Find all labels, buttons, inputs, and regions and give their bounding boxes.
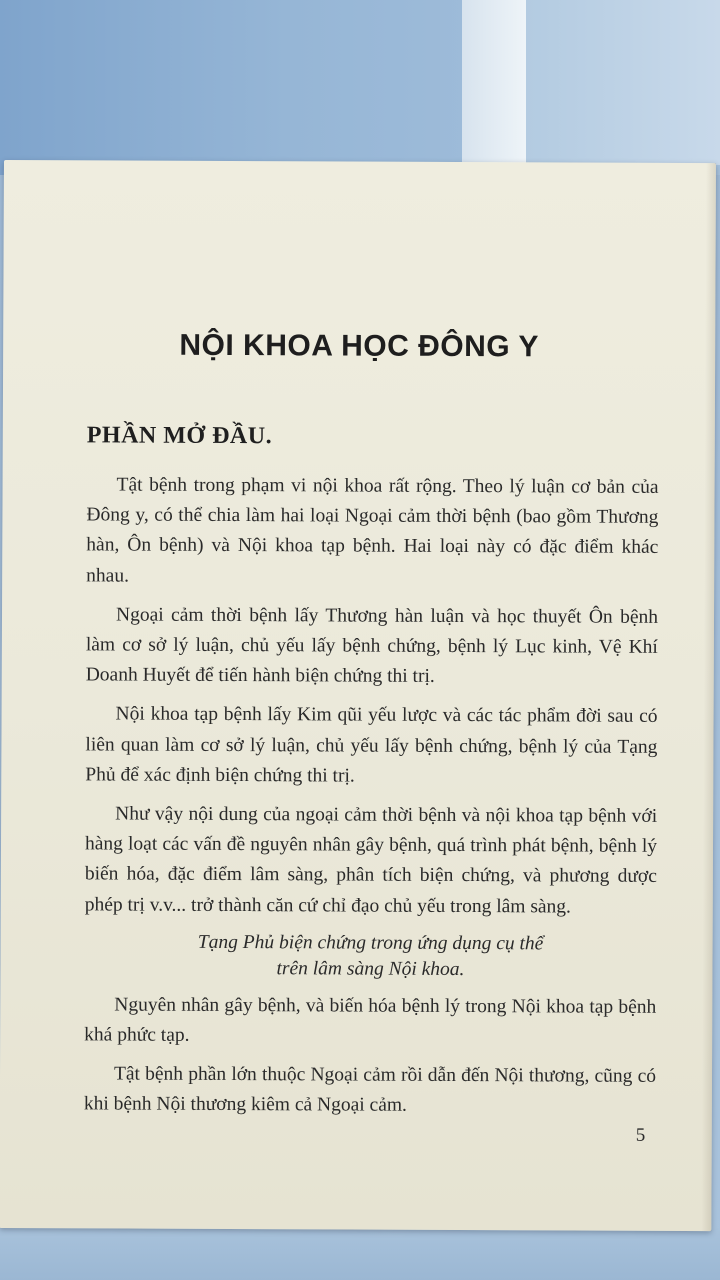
paragraph: Nguyên nhân gây bệnh, và biến hóa bệnh lý trong Nội khoa tạp bệnh khá phức tạp. xyxy=(84,994,657,1046)
book-page xyxy=(0,160,716,1231)
page-edge-shadow xyxy=(701,163,716,1231)
paragraph: Tật bệnh trong phạm vi nội khoa rất rộng. Theo lý luận cơ bản của Đông y, có thể chia làm hai loại Ngoại cảm thời bệnh (bao gồm Thương hàn, Ôn bệnh) và Nội khoa tạp bệnh. Hai loại này có đặc điểm khác nhau. xyxy=(86,474,659,587)
body-text xyxy=(84,470,659,1131)
book-title: NỘI KHOA HỌC ĐÔNG Y xyxy=(179,328,540,364)
italic-subheading-line-2: trên lâm sàng Nội khoa. xyxy=(276,958,465,980)
paragraph: Nội khoa tạp bệnh lấy Kim qũi yếu lược và các tác phẩm đời sau có liên quan làm cơ sở lý luận, chủ yếu lấy bệnh chứng, bệnh lý của Tạng Phủ để xác định biện chứng thi trị. xyxy=(85,703,658,787)
background-window xyxy=(526,0,720,165)
page-number: 5 xyxy=(635,1124,646,1146)
paragraph: Như vậy nội dung của ngoại cảm thời bệnh và nội khoa tạp bệnh với hàng loạt các vấn đề nguyên nhân gây bệnh, quá trình phát bệnh, bệnh lý biến hóa, đặc điểm lâm sàng, phân tích biện chứng, và phương dược phép trị v.v... trở thành căn cứ chỉ đạo chủ yếu trong lâm sàng. xyxy=(84,803,658,918)
paragraph: Ngoại cảm thời bệnh lấy Thương hàn luận và học thuyết Ôn bệnh làm cơ sở lý luận, chủ yếu lấy bệnh chứng, bệnh lý Lục kinh, Vệ Khí Doanh Huyết để tiến hành biện chứng thi trị. xyxy=(85,604,659,688)
italic-subheading-line-1: Tạng Phủ biện chứng trong ứng dụng cụ thể xyxy=(197,931,544,955)
italic-subheading xyxy=(84,929,656,983)
background-surface xyxy=(0,1228,720,1280)
paragraph: Tật bệnh phần lớn thuộc Ngoại cảm rồi dẫn đến Nội thương, cũng có khi bệnh Nội thương kiêm cả Ngoại cảm. xyxy=(83,1063,657,1117)
section-heading: PHẦN MỞ ĐẦU. xyxy=(86,422,273,450)
background-door-frame xyxy=(462,0,526,165)
